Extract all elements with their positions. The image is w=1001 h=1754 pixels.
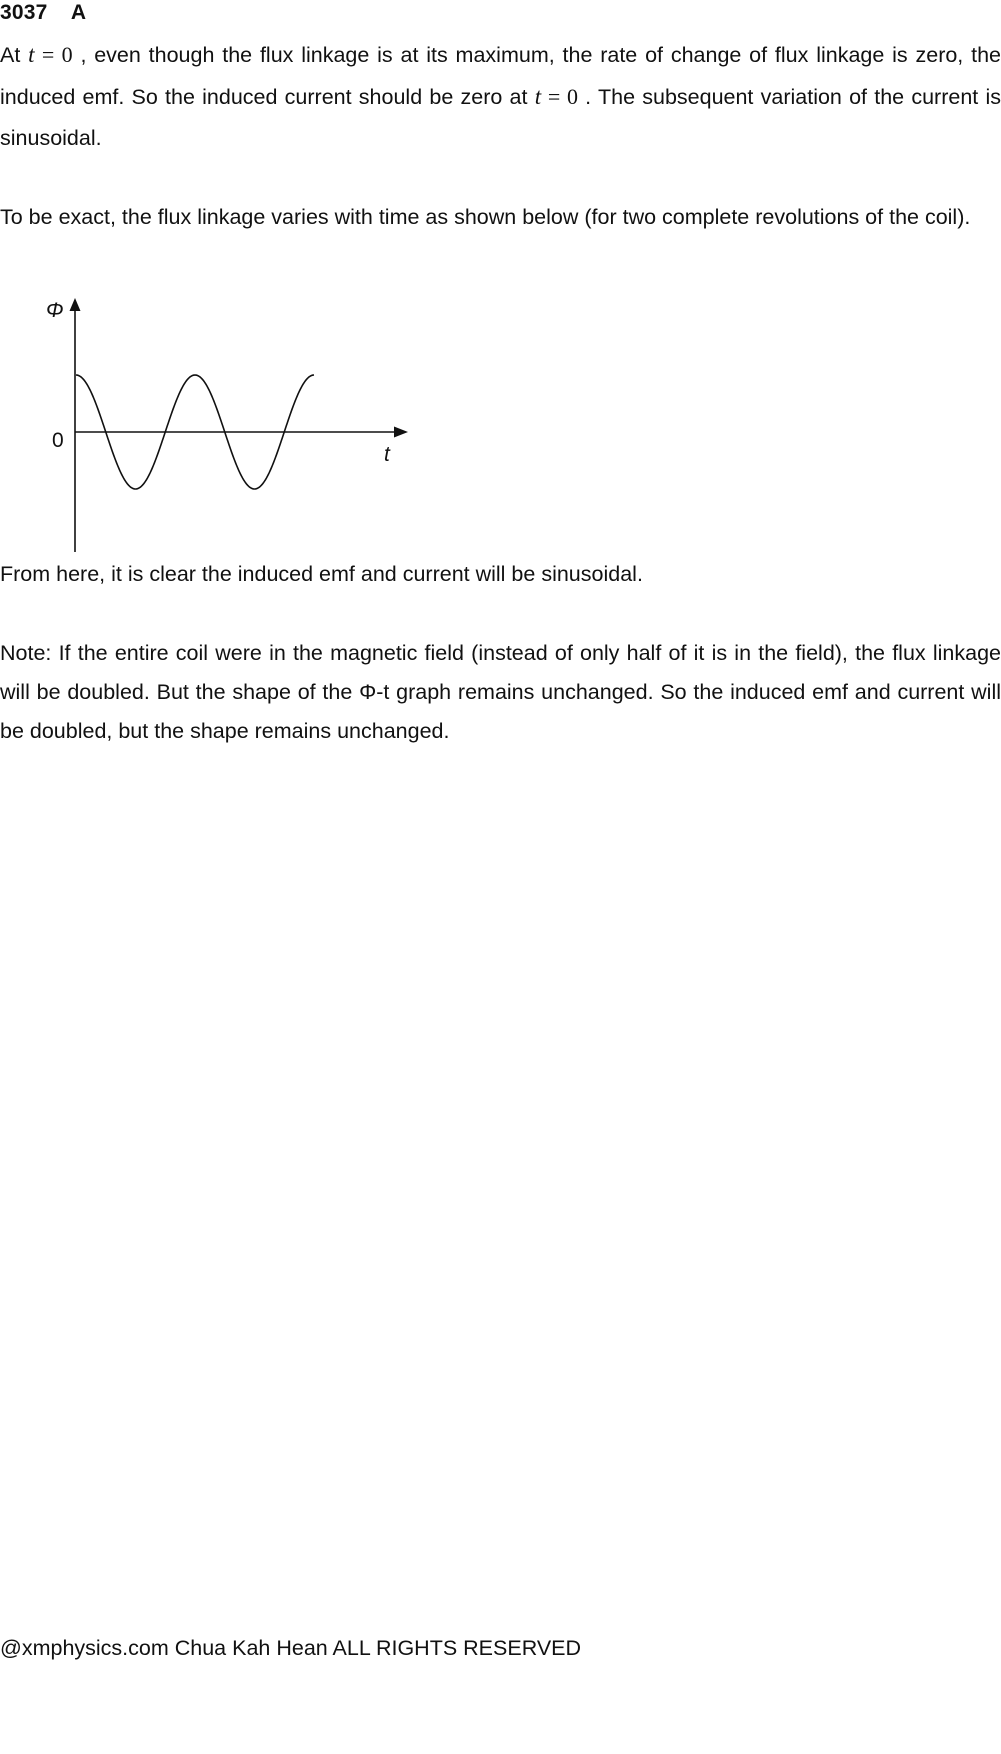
time-variable: t	[534, 84, 542, 109]
equals-sign: =	[541, 84, 567, 109]
origin-label: 0	[52, 429, 64, 452]
graph-intro-paragraph: To be exact, the flux linkage varies with time as shown below (for two complete revolutions of the coil).	[0, 205, 971, 229]
text-span: . The subsequent variation of the current is sinusoidal.	[0, 85, 1001, 150]
conclusion-paragraph: From here, it is clear the induced emf and current will be sinusoidal.	[0, 562, 643, 586]
time-value: 0	[61, 42, 73, 67]
equals-sign: =	[34, 42, 62, 67]
time-variable: t	[28, 42, 35, 67]
answer-letter: A	[70, 1, 87, 24]
y-axis-arrowhead	[70, 298, 81, 311]
copyright-footer: @xmphysics.com Chua Kah Hean ALL RIGHTS RESERVED	[0, 1636, 582, 1660]
text-span: At	[0, 43, 29, 67]
time-value: 0	[566, 84, 578, 109]
note-paragraph: Note: If the entire coil were in the magnetic field (instead of only half of it is in the field), the flux linkage will be doubled. But the shape of the Φ-t graph remains unchanged. So the induced emf and current will be doubled, but the shape remains unchanged.	[0, 641, 1001, 743]
graph-svg	[0, 290, 420, 560]
flux-time-graph	[0, 290, 420, 565]
explanation-paragraph	[0, 34, 1001, 159]
x-axis-arrowhead	[394, 427, 408, 438]
text-span: , even though the flux linkage is at its maximum, the rate of change of flux linkage is zero, the induced emf. So the induced current should be zero at	[0, 43, 1001, 109]
question-number: 3037	[0, 1, 48, 24]
y-axis-label: Φ	[46, 299, 64, 322]
solution-heading	[0, 1, 86, 25]
x-axis-label: t	[384, 443, 390, 466]
